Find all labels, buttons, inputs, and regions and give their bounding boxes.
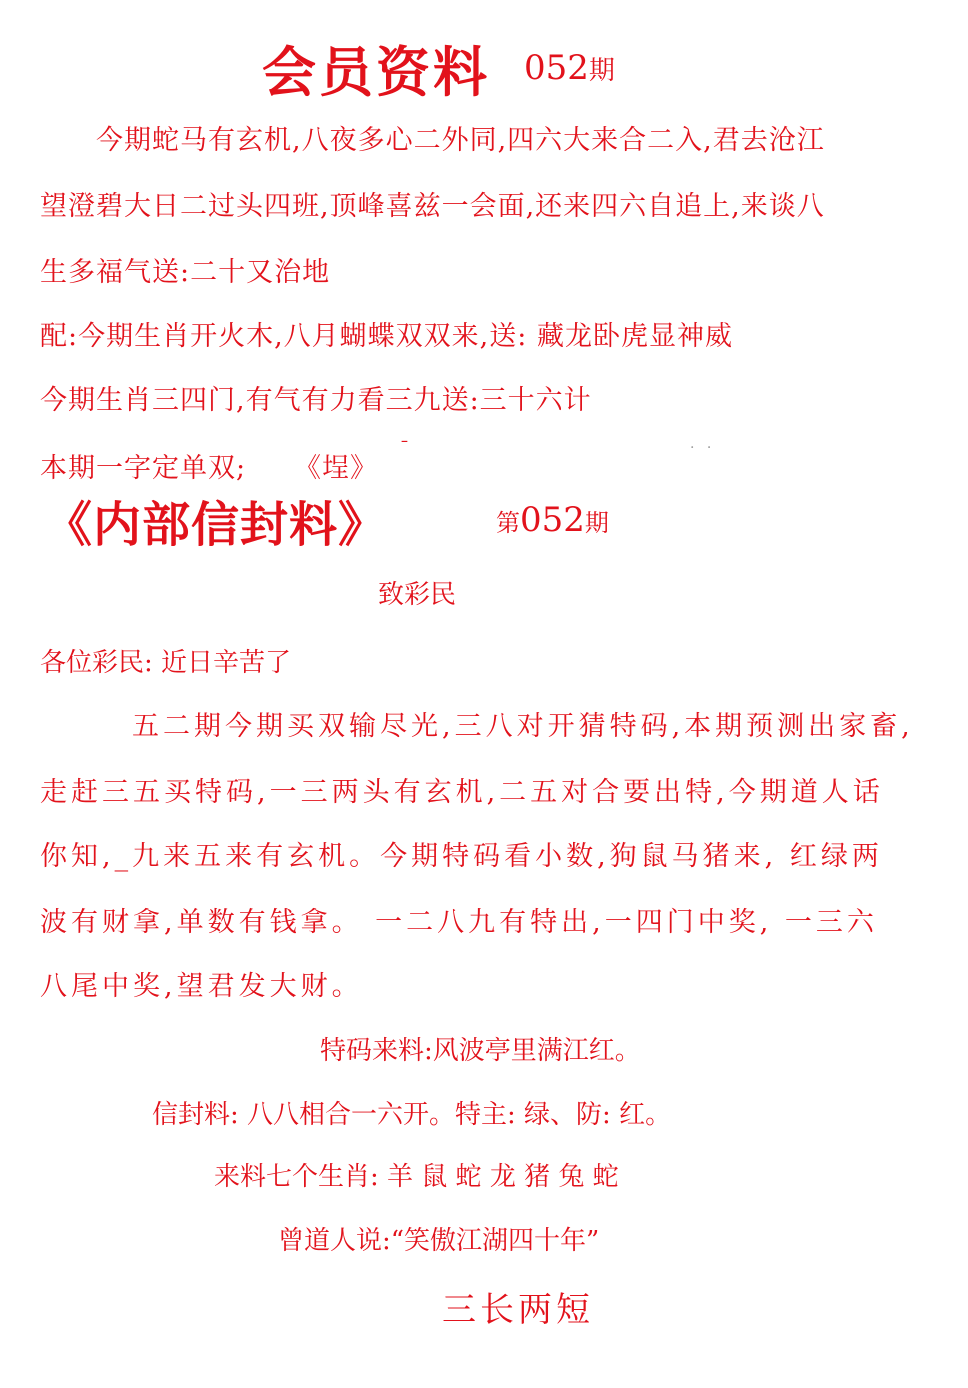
member-issue xyxy=(524,48,615,88)
final-phrase: 三长两短 xyxy=(442,1290,594,1330)
member-line-5: 今期生肖三四门,有气有力看三九送:三十六计 xyxy=(40,385,592,416)
envelope-line: 信封料: 八八相合一六开。特主: 绿、防: 红。 xyxy=(152,1100,672,1130)
paragraph-line-5: 八尾中奖,望君发大财。 xyxy=(40,971,363,1002)
paragraph-line-4: 波有财拿,单数有钱拿。 一二八九有特出,一四门中奖, 一三六 xyxy=(40,907,878,938)
member-line-6: 本期一字定单双; 《埕》 xyxy=(40,453,379,484)
member-line-2: 望澄碧大日二过头四班,顶峰喜兹一会面,还来四六自追上,来谈八 xyxy=(40,191,825,222)
envelope-issue-number: 052 xyxy=(520,500,585,540)
special-code-line: 特码来料:风波亭里满江红。 xyxy=(320,1036,641,1066)
zodiac-line: 来料七个生肖: 羊 鼠 蛇 龙 猪 兔 蛇 xyxy=(214,1162,619,1192)
envelope-issue-suffix: 期 xyxy=(584,509,609,537)
envelope-title: 《内部信封料》 xyxy=(44,497,388,553)
member-line-3: 生多福气送:二十又治地 xyxy=(40,257,331,288)
envelope-issue-prefix: 第 xyxy=(496,509,520,537)
member-issue-number: 052 xyxy=(524,48,589,88)
taoist-quote: 曾道人说:“笑傲江湖四十年” xyxy=(278,1226,600,1256)
paragraph-line-1: 五二期今期买双输尽光,三八对开猜特码,本期预测出家畜, xyxy=(132,711,914,742)
subtitle: 致彩民 xyxy=(378,580,457,610)
greeting: 各位彩民: 近日辛苦了 xyxy=(40,648,292,678)
envelope-issue xyxy=(496,500,609,540)
paragraph-line-2: 走赶三五买特码,一三两头有玄机,二五对合要出特,今期道人话 xyxy=(40,777,884,808)
paragraph-line-3: 你知,_九来五来有玄机。今期特码看小数,狗鼠马猪来, 红绿两 xyxy=(40,841,883,872)
scan-dots: · · xyxy=(690,440,716,456)
member-title: 会员资料 xyxy=(262,40,490,104)
member-line-4: 配:今期生肖开火木,八月蝴蝶双双来,送: 藏龙卧虎显神威 xyxy=(40,321,733,352)
member-line-1: 今期蛇马有玄机,八夜多心二外同,四六大来合二入,君去沧江 xyxy=(96,125,825,156)
member-issue-suffix: 期 xyxy=(588,56,615,86)
